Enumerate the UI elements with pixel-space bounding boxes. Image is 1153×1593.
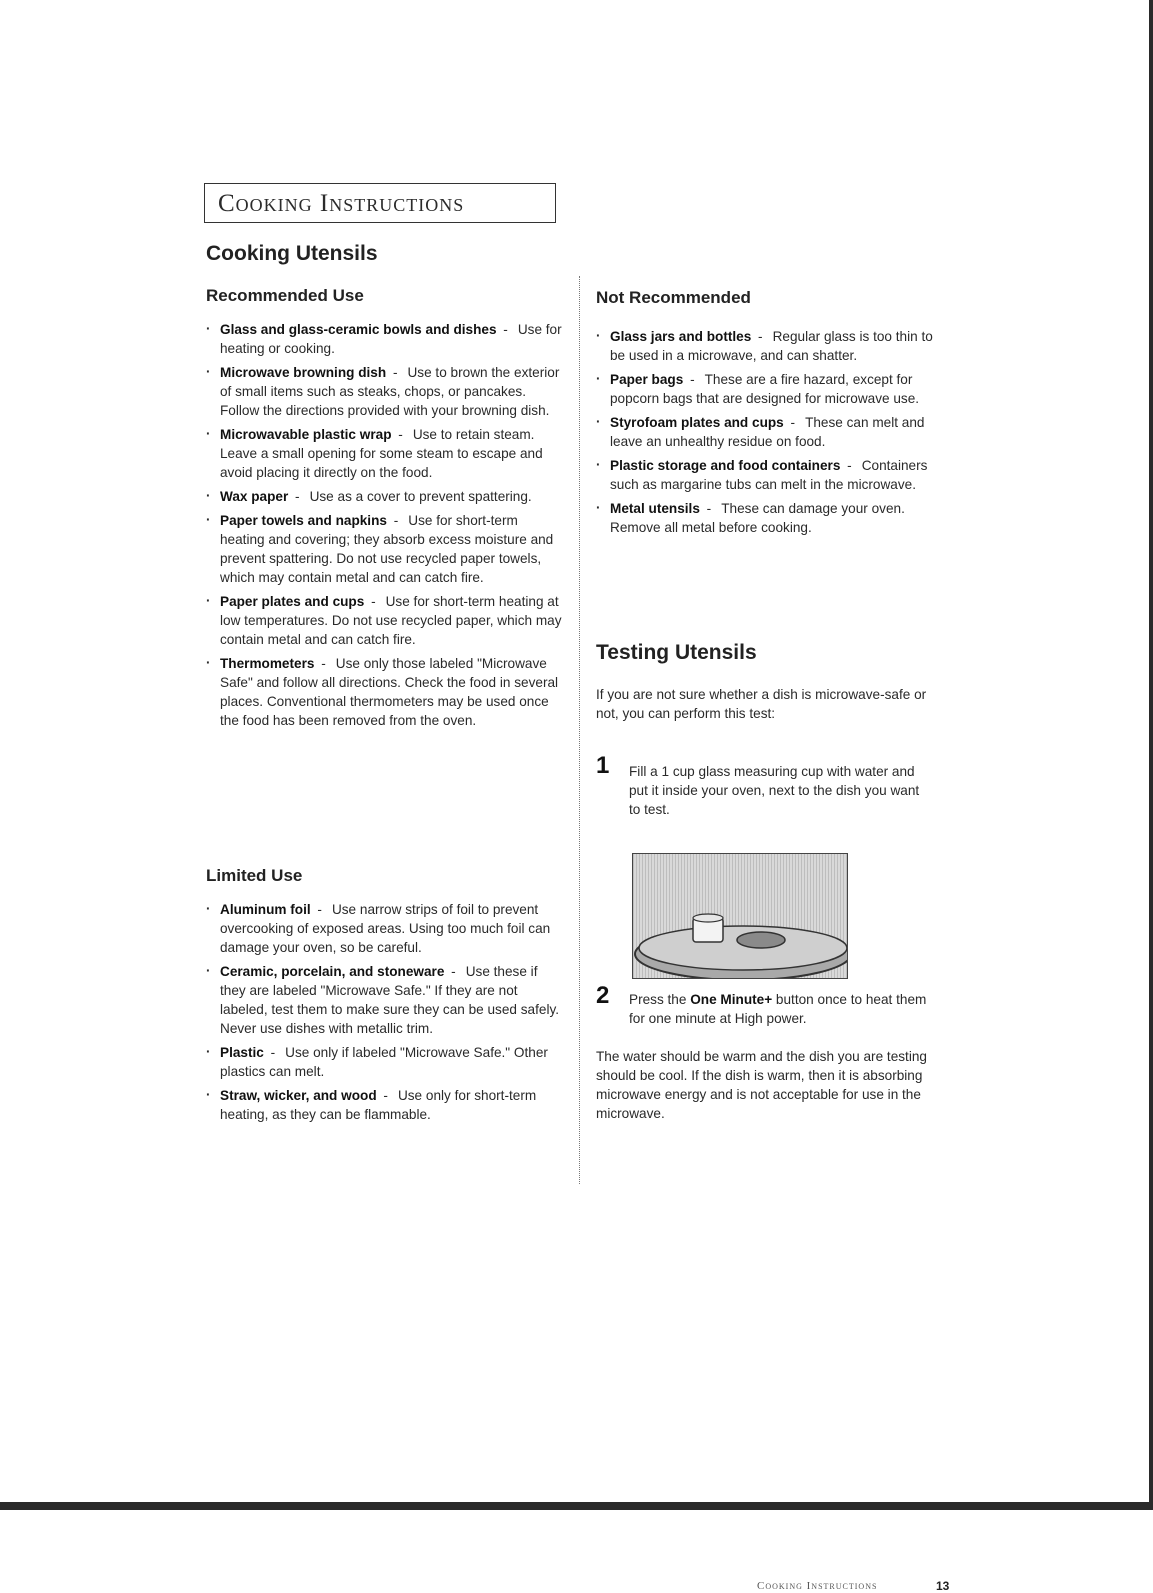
not-recommended-heading: Not Recommended [596, 288, 751, 307]
item-term: Styrofoam plates and cups [610, 415, 784, 430]
item-description: Use as a cover to prevent spattering. [309, 489, 532, 504]
list-item: · Wax paper - Use as a cover to prevent spattering. [206, 487, 566, 506]
item-description: Use only for short-term heating, as they can be flammable. [220, 1088, 537, 1122]
step-1-text: Fill a 1 cup glass measuring cup with water and put it inside your oven, next to the dish you want to test. [629, 764, 920, 817]
item-description: Use to retain steam. Leave a small opening for some steam to escape and avoid placing it directly on the food. [220, 427, 543, 480]
list-item: · Paper towels and napkins - Use for short-term heating and covering; they absorb excess moisture and prevent spattering. Do not use recycled paper towels, which may contain metal and can catch fire. [206, 511, 566, 587]
list-item: · Paper bags - These are a fire hazard, except for popcorn bags that are designed for microwave use. [596, 370, 948, 408]
item-term: Metal utensils [610, 501, 700, 516]
list-item: · Plastic storage and food containers - Containers such as margarine tubs can melt in the microwave. [596, 456, 948, 494]
item-description: Use for short-term heating and covering; they absorb excess moisture and prevent spattering. Do not use recycled paper towels, which may contain metal and can catch fire. [220, 513, 554, 585]
scan-edge-right [1149, 0, 1153, 1510]
item-description: Regular glass is too thin to be used in a microwave, and can shatter. [610, 329, 933, 363]
item-term: Plastic [220, 1045, 264, 1060]
item-term: Paper plates and cups [220, 594, 365, 609]
item-description: These can damage your oven. Remove all metal before cooking. [610, 501, 905, 535]
list-item: · Thermometers - Use only those labeled "Microwave Safe" and follow all directions. Check the food in several places. Conventional thermometers may be used once the food has been removed from the oven. [206, 654, 566, 730]
item-description: Containers such as margarine tubs can melt in the microwave. [610, 458, 928, 492]
list-item: · Straw, wicker, and wood - Use only for short-term heating, as they can be flammable. [206, 1086, 566, 1124]
step-2-number: 2 [596, 982, 610, 1009]
testing-intro: If you are not sure whether a dish is microwave-safe or not, you can perform this test: [596, 687, 927, 721]
item-term: Wax paper [220, 489, 289, 504]
list-item: · Microwavable plastic wrap - Use to retain steam. Leave a small opening for some steam to escape and avoid placing it directly on the food. [206, 425, 566, 482]
footer-section-label: Cooking Instructions [757, 1580, 878, 1592]
list-item: · Paper plates and cups - Use for short-term heating at low temperatures. Do not use recycled paper, which may contain metal and can catch fire. [206, 592, 566, 649]
list-item: · Plastic - Use only if labeled "Microwave Safe." Other plastics can melt. [206, 1043, 566, 1081]
list-item: · Aluminum foil - Use narrow strips of foil to prevent overcooking of exposed areas. Using too much foil can damage your oven, so be careful. [206, 900, 566, 957]
item-term: Aluminum foil [220, 902, 311, 917]
column-divider [579, 276, 580, 1184]
item-term: Thermometers [220, 656, 315, 671]
item-description: Use only if labeled "Microwave Safe." Other plastics can melt. [220, 1045, 548, 1079]
list-item: · Styrofoam plates and cups - These can melt and leave an unhealthy residue on food. [596, 413, 948, 451]
testing-conclusion: The water should be warm and the dish you are testing should be cool. If the dish is warm, then it is absorbing microwave energy and is not acceptable for use in the microwave. [596, 1049, 927, 1121]
list-item: · Microwave browning dish - Use to brown the exterior of small items such as steaks, chops, or pancakes. Follow the directions provided with your browning dish. [206, 363, 566, 420]
list-item: · Glass jars and bottles - Regular glass is too thin to be used in a microwave, and can shatter. [596, 327, 948, 365]
step-2-text-post: button once to heat them for one minute at High power. [629, 992, 927, 1026]
step-2-text [629, 990, 929, 1028]
item-description: Use these if they are labeled "Microwave Safe." If they are not labeled, test them to make sure they can be used safely. Never use dishes with metallic trim. [220, 964, 560, 1036]
item-term: Paper towels and napkins [220, 513, 387, 528]
step-2-text-pre: Press the [629, 992, 691, 1007]
item-description: Use for short-term heating at low temperatures. Do not use recycled paper, which may contain metal and can catch fire. [220, 594, 562, 647]
item-term: Paper bags [610, 372, 684, 387]
item-term: Plastic storage and food containers [610, 458, 841, 473]
cooking-utensils-title: Cooking Utensils [206, 242, 378, 265]
recommended-use-list [206, 320, 566, 735]
item-term: Glass jars and bottles [610, 329, 752, 344]
item-term: Glass and glass-ceramic bowls and dishes [220, 322, 497, 337]
item-description: Use only those labeled "Microwave Safe" and follow all directions. Check the food in several places. Conventional thermometers may be used once the food has been removed from the oven. [220, 656, 559, 728]
microwave-tray-illustration [633, 854, 848, 979]
item-term: Straw, wicker, and wood [220, 1088, 377, 1103]
item-term: Ceramic, porcelain, and stoneware [220, 964, 445, 979]
list-item: · Ceramic, porcelain, and stoneware - Use these if they are labeled "Microwave Safe." If they are not labeled, test them to make sure they can be used safely. Never use dishes with metallic trim. [206, 962, 566, 1038]
not-recommended-list [596, 327, 948, 542]
testing-utensils-title: Testing Utensils [596, 641, 757, 664]
step-1-number: 1 [596, 752, 610, 779]
limited-use-list [206, 900, 566, 1129]
list-item: · Metal utensils - These can damage your oven. Remove all metal before cooking. [596, 499, 948, 537]
item-description: These are a fire hazard, except for popcorn bags that are designed for microwave use. [610, 372, 920, 406]
page-number: 13 [936, 1579, 950, 1593]
item-term: Microwave browning dish [220, 365, 387, 380]
scan-edge-bottom [0, 1502, 1153, 1510]
item-description: Use for heating or cooking. [220, 322, 562, 356]
limited-use-heading: Limited Use [206, 866, 303, 885]
item-description: These can melt and leave an unhealthy residue on food. [610, 415, 925, 449]
item-description: Use to brown the exterior of small items such as steaks, chops, or pancakes. Follow the directions provided with your browning dish. [220, 365, 560, 418]
list-item: · Glass and glass-ceramic bowls and dishes - Use for heating or cooking. [206, 320, 566, 358]
section-header: Cooking Instructions [204, 183, 556, 223]
item-description: Use narrow strips of foil to prevent overcooking of exposed areas. Using too much foil can damage your oven, so be careful. [220, 902, 551, 955]
one-minute-button-label: One Minute+ [690, 992, 773, 1007]
microwave-test-photo [632, 853, 848, 979]
recommended-use-heading: Recommended Use [206, 286, 364, 305]
item-term: Microwavable plastic wrap [220, 427, 392, 442]
